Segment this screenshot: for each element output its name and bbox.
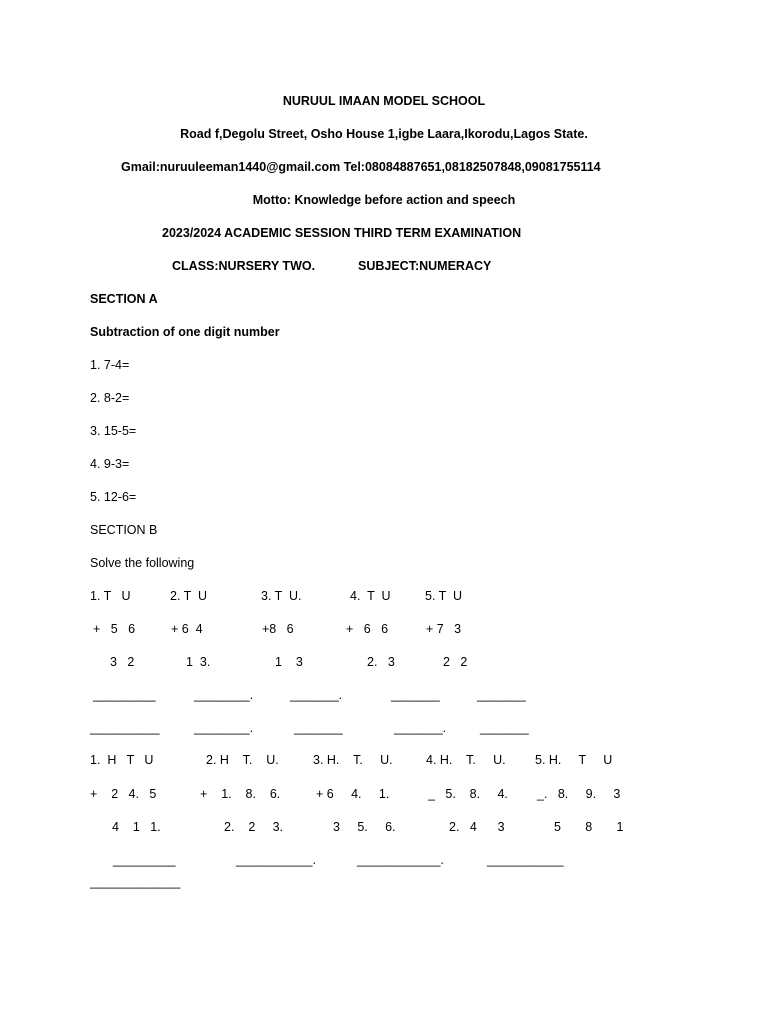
- section-b-title: SECTION B: [90, 523, 158, 537]
- answer-blank: _____________: [90, 875, 181, 889]
- question: 4. 9-3=: [90, 457, 130, 471]
- htu-header: 1. H T U: [90, 753, 154, 767]
- htu-addend: + 1. 8. 6.: [200, 787, 281, 801]
- class-label: CLASS:NURSERY TWO.: [172, 259, 316, 273]
- htu-addend: 2. 4 3: [449, 820, 505, 834]
- tu-addend: 1 3.: [186, 655, 211, 669]
- subject-label: SUBJECT:NUMERACY: [358, 259, 492, 273]
- section-b-instruction: Solve the following: [90, 556, 195, 570]
- htu-addend: + 2 4. 5: [90, 787, 157, 801]
- question: 2. 8-2=: [90, 391, 130, 405]
- htu-addend: + 6 4. 1.: [316, 787, 390, 801]
- question: 1. 7-4=: [90, 358, 130, 372]
- answer-blank: _________: [93, 688, 156, 702]
- tu-addend: + 7 3: [426, 622, 462, 636]
- exam-session: 2023/2024 ACADEMIC SESSION THIRD TERM EXAMINATION: [162, 226, 522, 240]
- tu-addend: 2 2: [443, 655, 468, 669]
- answer-blank: ____________.: [357, 853, 444, 867]
- question: 3. 15-5=: [90, 424, 137, 438]
- htu-header: 3. H. T. U.: [313, 753, 393, 767]
- answer-blank: ___________: [487, 853, 564, 867]
- tu-addend: +8 6: [262, 622, 294, 636]
- answer-blank: _________: [113, 853, 176, 867]
- school-contact: Gmail:nuruuleeman1440@gmail.com Tel:08084887651,08182507848,09081755114: [121, 160, 601, 174]
- tu-header: 1. T U: [90, 589, 131, 603]
- question: 5. 12-6=: [90, 490, 137, 504]
- answer-blank: ________.: [194, 688, 254, 702]
- tu-addend: 3 2: [110, 655, 135, 669]
- school-motto: Motto: Knowledge before action and speech: [252, 193, 516, 207]
- answer-blank: _______: [294, 721, 343, 735]
- tu-addend: + 6 4: [171, 622, 203, 636]
- htu-header: 2. H T. U.: [206, 753, 279, 767]
- htu-addend: 3 5. 6.: [333, 820, 396, 834]
- answer-blank: _______: [391, 688, 440, 702]
- htu-addend: _. 8. 9. 3: [537, 787, 621, 801]
- tu-header: 4. T U: [350, 589, 391, 603]
- tu-header: 5. T U: [425, 589, 463, 603]
- tu-addend: + 5 6: [93, 622, 136, 636]
- htu-addend: 4 1 1.: [112, 820, 161, 834]
- answer-blank: _______.: [394, 721, 447, 735]
- tu-addend: + 6 6: [346, 622, 389, 636]
- htu-header: 4. H. T. U.: [426, 753, 506, 767]
- tu-addend: 2. 3: [367, 655, 395, 669]
- answer-blank: _______: [480, 721, 529, 735]
- answer-blank: ________.: [194, 721, 254, 735]
- answer-blank: _______.: [290, 688, 343, 702]
- answer-blank: ___________.: [236, 853, 316, 867]
- htu-addend: 2. 2 3.: [224, 820, 284, 834]
- tu-addend: 1 3: [275, 655, 303, 669]
- htu-header: 5. H. T U: [535, 753, 613, 767]
- answer-blank: __________: [90, 721, 160, 735]
- section-a-title: SECTION A: [90, 292, 158, 306]
- htu-addend: 5 8 1: [554, 820, 624, 834]
- section-a-subtitle: Subtraction of one digit number: [90, 325, 280, 339]
- tu-header: 3. T U.: [261, 589, 302, 603]
- school-name: NURUUL IMAAN MODEL SCHOOL: [282, 94, 486, 108]
- school-address: Road f,Degolu Street, Osho House 1,igbe Laara,Ikorodu,Lagos State.: [180, 127, 588, 141]
- htu-addend: _ 5. 8. 4.: [428, 787, 508, 801]
- tu-header: 2. T U: [170, 589, 208, 603]
- answer-blank: _______: [477, 688, 526, 702]
